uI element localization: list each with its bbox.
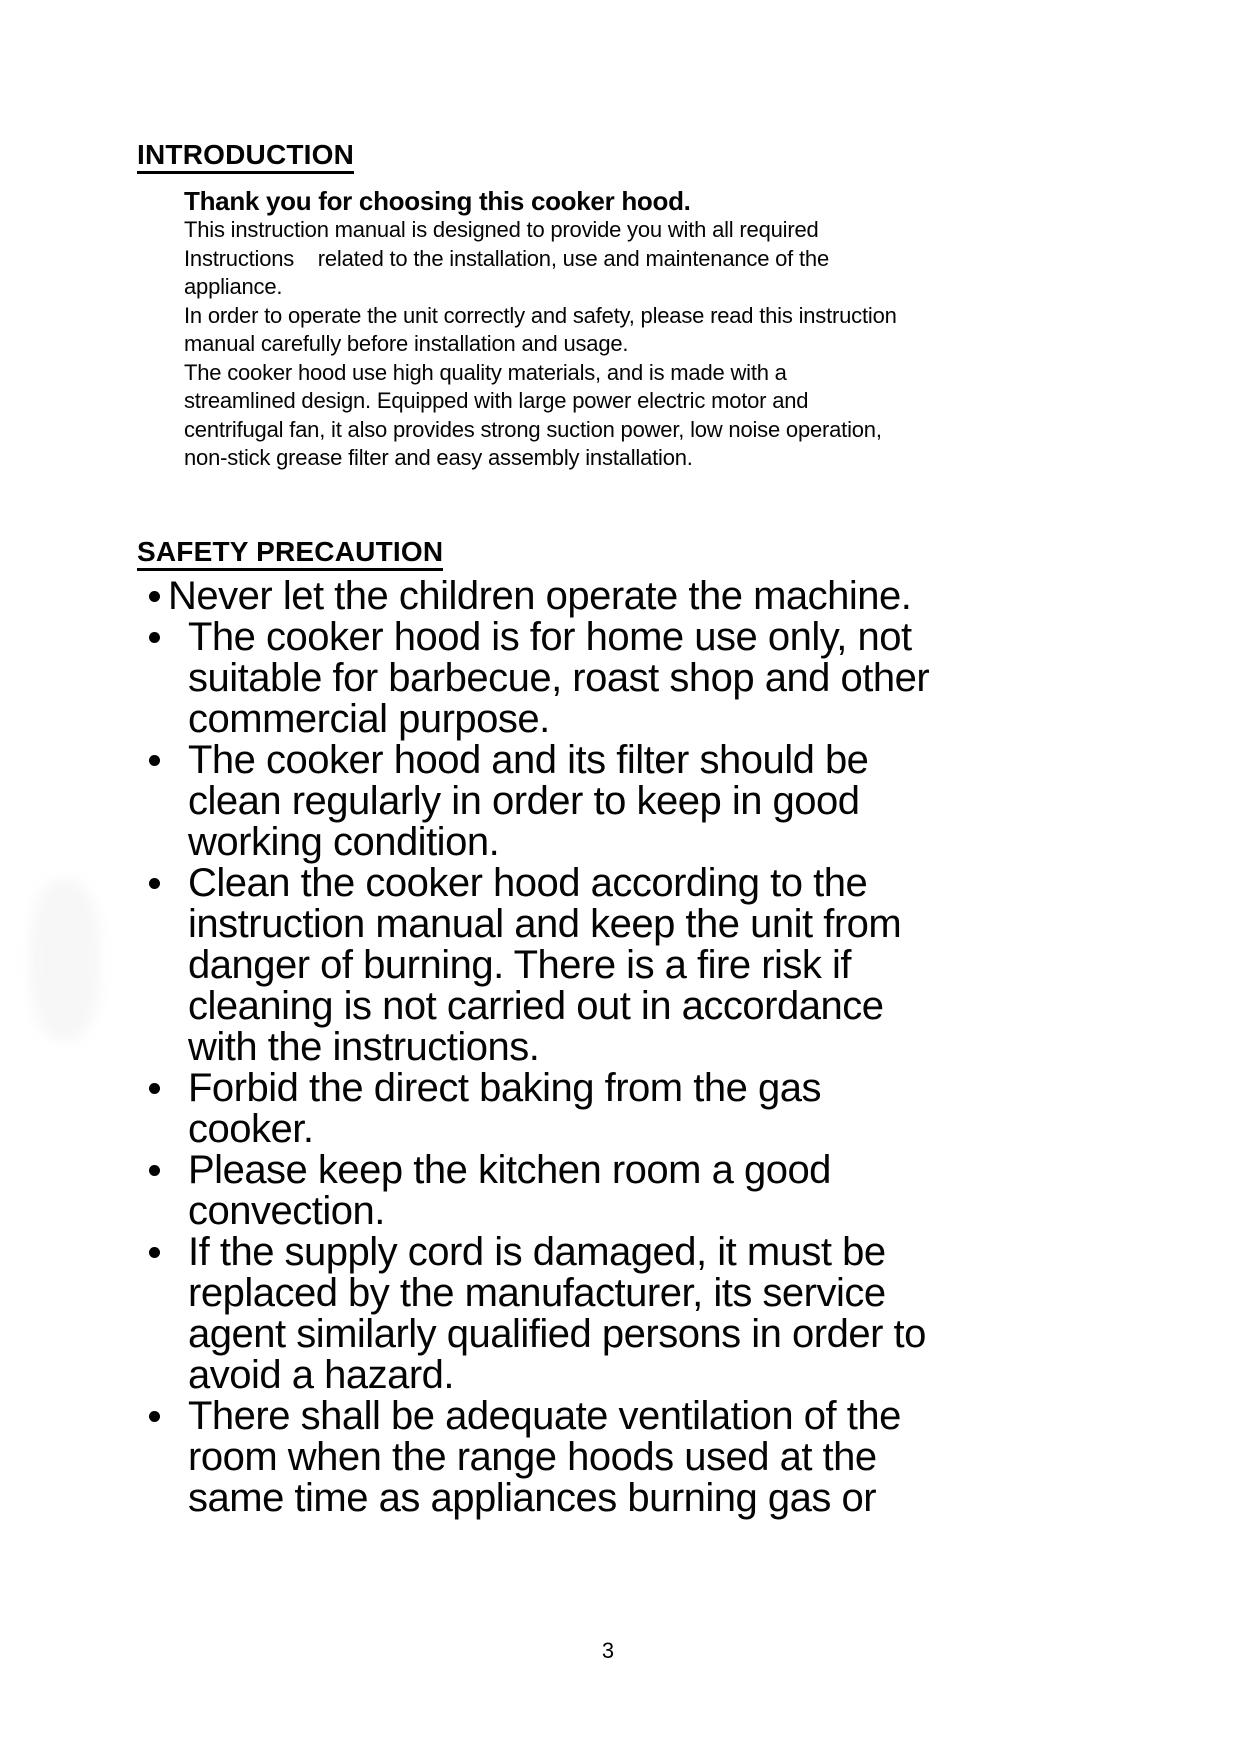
safety-item-line: Forbid the direct baking from the gas (188, 1065, 821, 1110)
safety-item-text (188, 1065, 1181, 1151)
bullet-icon (149, 1165, 160, 1176)
safety-list-item (137, 1147, 1181, 1233)
bullet-icon (149, 591, 160, 602)
safety-item-line: danger of burning. There is a fire risk if (188, 942, 852, 987)
safety-item-line: same time as appliances burning gas or (188, 1475, 877, 1520)
safety-precaution-heading-text: SAFETY PRECAUTION (137, 537, 443, 571)
introduction-paragraph (184, 216, 1181, 473)
safety-item-text (188, 1147, 1181, 1233)
paragraph-line: streamlined design. Equipped with large power electric motor and (184, 388, 809, 413)
safety-item-line: with the instructions. (188, 1024, 540, 1069)
paragraph-line: This instruction manual is designed to provide you with all required (184, 217, 819, 242)
safety-item-line: instruction manual and keep the unit from (188, 901, 902, 946)
safety-list-item (137, 573, 1181, 618)
bullet-icon (149, 755, 160, 766)
paragraph-line: Instructions related to the installation, use and maintenance of the (184, 245, 829, 271)
paragraph-line: In order to operate the unit correctly and safety, please read this instruction (184, 302, 897, 328)
safety-item-line: avoid a hazard. (188, 1352, 455, 1397)
safety-list-item (137, 737, 1181, 864)
safety-item-line: Please keep the kitchen room a good (188, 1147, 831, 1192)
introduction-heading (137, 140, 1181, 174)
safety-item-line: commercial purpose. (188, 696, 550, 741)
safety-item-line: suitable for barbecue, roast shop and other (188, 655, 930, 700)
safety-item-text (188, 1229, 1181, 1397)
safety-list-item (137, 1393, 1181, 1520)
safety-item-line: Never let the children operate the machine. (168, 573, 912, 618)
safety-item-line: working condition. (188, 819, 500, 864)
page-content (137, 140, 1181, 1519)
safety-item-line: cooker. (188, 1106, 314, 1151)
paragraph-line: centrifugal fan, it also provides strong suction power, low noise operation, (184, 416, 882, 442)
safety-precaution-list (137, 573, 1181, 1520)
safety-list-item (137, 1065, 1181, 1151)
paragraph-line: The cooker hood use high quality materials, and is made with a (184, 359, 787, 385)
bullet-icon (149, 632, 160, 643)
bullet-icon (149, 1411, 160, 1422)
paragraph-line: non-stick grease filter and easy assembly installation. (184, 445, 693, 470)
safety-item-text (188, 614, 1181, 741)
safety-item-line: clean regularly in order to keep in good (188, 778, 860, 823)
safety-precaution-heading (137, 537, 1181, 571)
paragraph-line: manual carefully before installation and usage. (184, 331, 629, 356)
paragraph-line: appliance. (184, 274, 283, 299)
safety-item-line: The cooker hood is for home use only, not (188, 614, 912, 659)
introduction-subheading: Thank you for choosing this cooker hood. (184, 186, 691, 216)
safety-item-line: room when the range hoods used at the (188, 1434, 877, 1479)
safety-item-text (188, 860, 1181, 1069)
safety-item-line: Clean the cooker hood according to the (188, 860, 868, 905)
bullet-icon (149, 878, 160, 889)
safety-item-line: cleaning is not carried out in accordance (188, 983, 884, 1028)
introduction-heading-text: INTRODUCTION (137, 140, 354, 174)
safety-item-line: convection. (188, 1188, 385, 1233)
safety-item-text (188, 737, 1181, 864)
safety-list-item (137, 1229, 1181, 1397)
bullet-icon (149, 1247, 160, 1258)
safety-list-item (137, 860, 1181, 1069)
safety-item-text (168, 573, 1181, 618)
safety-item-text (188, 1393, 1181, 1520)
safety-item-line: There shall be adequate ventilation of the (188, 1393, 901, 1438)
safety-item-line: replaced by the manufacturer, its service (188, 1270, 886, 1315)
safety-item-line: agent similarly qualified persons in order to (188, 1311, 926, 1356)
safety-item-line: The cooker hood and its filter should be (188, 737, 869, 782)
safety-list-item (137, 614, 1181, 741)
page-number: 3 (601, 1638, 615, 1663)
scan-artifact (30, 880, 100, 1040)
safety-item-line: If the supply cord is damaged, it must be (188, 1229, 886, 1274)
bullet-icon (149, 1083, 160, 1094)
